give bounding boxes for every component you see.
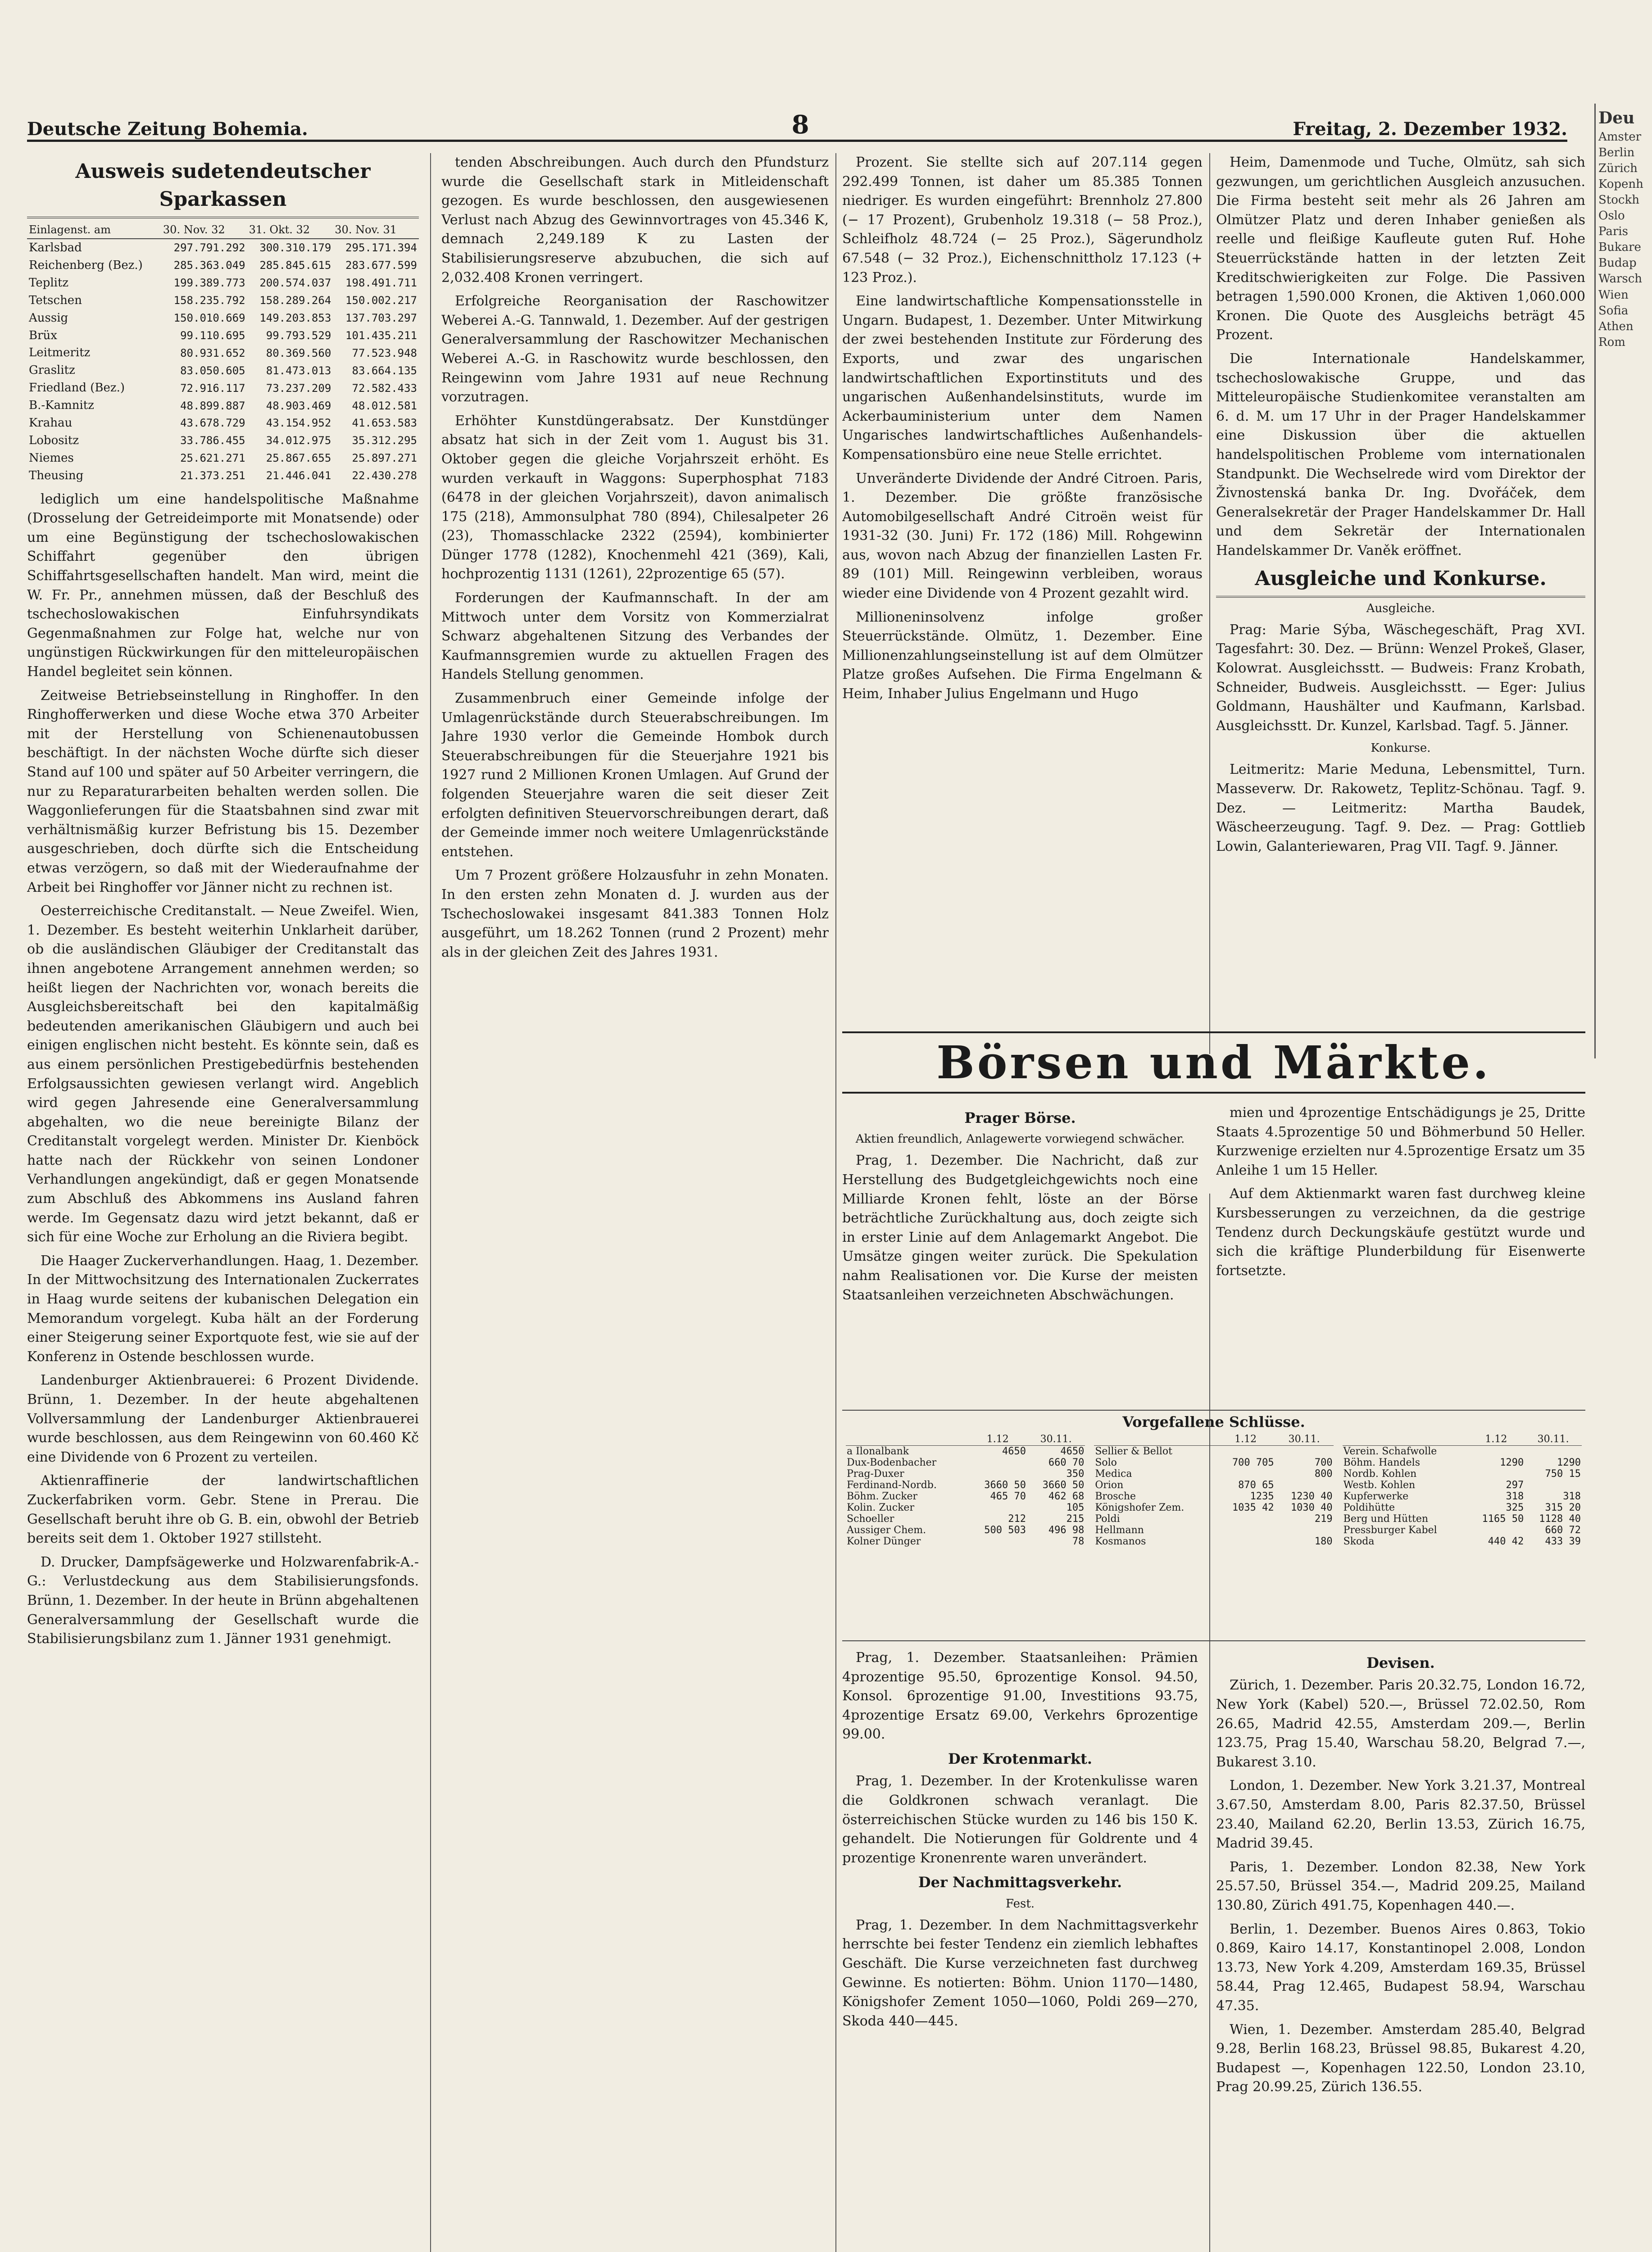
- security-name: Prag-Duxer: [847, 1468, 904, 1480]
- column-4-articles: [1216, 153, 1585, 560]
- savings-bank-name: Graslitz: [29, 363, 75, 377]
- security-name: Aussiger Chem.: [847, 1525, 926, 1536]
- exchange-rate-paragraph: Zürich, 1. Dezember. Paris 20.32.75, London 16.72, New York (Kabel) 520.—, Brüssel 72.02.50, Rom 26.65, Madrid 42.55, Amsterdam 209.—, Berlin 123.75, Prag 15.40, Warschau 58.20, Belgrad 7.—, Bukarest 3.10.: [1216, 1677, 1585, 1770]
- table-row: [27, 432, 419, 449]
- savings-table-header: [27, 221, 419, 239]
- security-name: Dux-Bodenbacher: [847, 1457, 937, 1468]
- table-row: [1343, 1536, 1582, 1547]
- savings-amount: 25.867.655: [266, 452, 331, 465]
- savings-amount: 48.903.469: [266, 399, 331, 412]
- exchange-rate-paragraph: London, 1. Dezember. New York 3.21.37, Montreal 3.67.50, Amsterdam 8.00, Paris 82.37.50, Brüssel 23.40, Mailand 62.20, Berlin 13.53, Zürich 16.75, Madrid 39.45.: [1216, 1778, 1585, 1852]
- security-price: [1216, 1446, 1275, 1457]
- markets-banner: Börsen und Märkte.: [842, 1031, 1585, 1094]
- table-row: [846, 1468, 1085, 1480]
- security-name: Nordb. Kohlen: [1343, 1468, 1417, 1480]
- savings-amount: 295.171.394: [345, 241, 417, 254]
- security-name: Kolner Dünger: [847, 1536, 921, 1547]
- savings-bank-name: Aussig: [29, 311, 68, 325]
- security-price: 500 503: [984, 1525, 1026, 1536]
- article-paragraph: Millioneninsolvenz infolge großer Steuerrückstände. Olmütz, 1. Dezember. Eine Millionenzahlungseinstellung ist auf dem Olmützer Platze großes Aufsehen. Die Firma Engelmann & Heim, Inhaber Julius Engelmann und Hugo: [842, 609, 1203, 702]
- article-paragraph: Um 7 Prozent größere Holzausfuhr in zehn Monaten. In den ersten zehn Monaten d. J. wurden aus der Tschechoslowakei insgesamt 841.383 Tonnen Holz ausgeführt, um 18.262 Tonnen (rund 2 Prozent) mehr als in der gleichen Zeit des Jahres 1931.: [441, 867, 829, 960]
- quotes-header-blank: [846, 1433, 969, 1446]
- security-name: Hellmann: [1095, 1525, 1144, 1536]
- security-price: [1216, 1525, 1275, 1536]
- savings-amount: 150.002.217: [345, 294, 417, 307]
- savings-amount: 283.677.599: [345, 259, 417, 272]
- savings-bank-name: Reichenberg (Bez.): [29, 258, 143, 272]
- security-price: 78: [1072, 1536, 1085, 1547]
- savings-amount: 72.916.117: [180, 381, 245, 395]
- savings-amount: 99.110.695: [180, 329, 245, 342]
- security-price: [1525, 1480, 1582, 1491]
- security-name: Poldi: [1095, 1513, 1120, 1525]
- security-price: 660 72: [1545, 1525, 1581, 1536]
- security-price: 318: [1506, 1491, 1524, 1502]
- article-paragraph: Heim, Damenmode und Tuche, Olmütz, sah sich gezwungen, um gerichtlichen Ausgleich anzusuchen. Die Firma besteht seit mehr als 26 Jahren am Olmützer Platz und deren Inhaber genießen als reelle und fleißige Kaufleute guten Ruf. Hohe Steuerrückstände hatten in der letzten Zeit Kreditschwierigkeiten zur Folge. Die Passiven betragen 1,590.000 Kronen, die Aktiven 1,060.000 Kronen. Die Quote des Ausgleichs beträgt 45 Prozent.: [1216, 154, 1585, 343]
- savings-amount: 48.012.581: [352, 399, 417, 412]
- security-price: 297: [1506, 1480, 1524, 1491]
- article-paragraph: D. Drucker, Dampfsägewerke und Holzwarenfabrik-A.-G.: Verlustdeckung aus dem Stabilisierungsfonds. Brünn, 1. Dezember. In der heute in Brünn abgehaltenen Generalversammlung der Gesellschaft wurde die Stabilisierungsbilanz zum 1. Jänner 1931 genehmigt.: [27, 1554, 419, 1647]
- security-price: 3660 50: [984, 1480, 1026, 1491]
- security-price: 4650: [1060, 1446, 1085, 1457]
- security-name: Poldihütte: [1343, 1502, 1395, 1513]
- prague-exchange-subtitle: Aktien freundlich, Anlagewerte vorwiegend schwächer.: [855, 1132, 1185, 1146]
- security-price: 1035 42: [1232, 1502, 1274, 1513]
- security-price: [1275, 1525, 1334, 1536]
- savings-amount: 48.899.887: [180, 399, 245, 412]
- article-paragraph: mien und 4prozentige Entschädigungs je 25, Dritte Staats 4.5prozentige 50 und Böhmerbund 50 Heller. Kurzwenige erzielten nur 4.5prozentige Ersatz um 35 Anleihe 1 um 15 Heller.: [1216, 1105, 1585, 1178]
- savings-amount: 137.703.297: [345, 312, 417, 325]
- quotes-date-header: 30.11.: [1027, 1433, 1085, 1446]
- prague-exchange-continued: [1216, 1103, 1585, 1401]
- adjacent-page-edge: [1594, 104, 1652, 1058]
- column-rule: [835, 153, 836, 2252]
- security-price: [969, 1468, 1027, 1480]
- article-paragraph: tenden Abschreibungen. Auch durch den Pfundsturz wurde die Gesellschaft stark in Mitleidenschaft gezogen. Es wurde beschlossen, den ausgewiesenen Verlust nach Abzug des Gewinnvortrages von 45.346 K, demnach 2,249.189 K zu Lasten der Stabilisierungsreserve abzubuchen, die sich auf 2,032.408 Kronen verringert.: [441, 154, 829, 286]
- security-price: 700 705: [1232, 1457, 1274, 1468]
- kroten-title: Der Krotenmarkt.: [948, 1750, 1093, 1767]
- state-bonds-text: Prag, 1. Dezember. Staatsanleihen: Prämien 4prozentige 95.50, 6prozentige Konsol. 94.50, Konsol. 6prozentige 91.00, Investitions 93.75, 4prozentige Ersatz 69.00, Verkehrs 6prozentige 99.00.: [842, 1650, 1198, 1743]
- security-price: 1290: [1557, 1457, 1581, 1468]
- quotes-header-blank: [1094, 1433, 1216, 1446]
- table-row: [27, 309, 419, 327]
- savings-bank-name: Teplitz: [29, 276, 69, 290]
- column-1: [27, 153, 419, 2252]
- savings-bank-name: Niemes: [29, 451, 74, 465]
- security-price: 350: [1066, 1468, 1085, 1480]
- quotes-date-header: 30.11.: [1275, 1433, 1334, 1446]
- column-4: [1216, 153, 1585, 1022]
- security-price: 1165 50: [1482, 1513, 1524, 1525]
- security-price: [1467, 1525, 1525, 1536]
- security-price: 496 98: [1048, 1525, 1085, 1536]
- edge-lines: [1596, 129, 1652, 350]
- quotes-date-header: 30.11.: [1525, 1433, 1582, 1446]
- security-name: Brosche: [1095, 1491, 1136, 1502]
- savings-amount: 80.369.560: [266, 346, 331, 359]
- security-price: 105: [1066, 1502, 1085, 1513]
- security-name: Schoeller: [847, 1513, 894, 1525]
- quotes-date-header: 1.12: [1467, 1433, 1525, 1446]
- table-row: [1094, 1525, 1333, 1536]
- security-price: 315 20: [1545, 1502, 1581, 1513]
- quotes-column: [846, 1433, 1085, 1547]
- edge-line: Warsch: [1598, 272, 1643, 286]
- security-name: Böhm. Handels: [1343, 1457, 1420, 1468]
- savings-amount: 99.793.529: [266, 329, 331, 342]
- header-page-number: 8: [791, 110, 809, 140]
- security-name: Solo: [1095, 1457, 1117, 1468]
- security-name: Skoda: [1343, 1536, 1375, 1547]
- edge-line: Berlin: [1598, 145, 1635, 159]
- composition-text: Prag: Marie Sýba, Wäschegeschäft, Prag XVI. Tagesfahrt: 30. Dez. — Brünn: Wenzel Prokeš, Glaser, Kolowrat. Ausgleichsstt. — Budweis: Franz Krobath, Schneider, Budweis. Ausgleichsstt. — Eger: Julius Goldmann, Haushälter und Kaufmann, Karlsbad. Ausgleichsstt. Dr. Kunzel, Karlsbad. Tagf. 5. Jänner.: [1216, 622, 1585, 734]
- savings-bank-name: Karlsbad: [29, 241, 82, 255]
- security-price: 318: [1563, 1491, 1581, 1502]
- savings-bank-name: Theusing: [29, 468, 84, 482]
- insolvency-title: Ausgleiche und Konkurse.: [1216, 565, 1585, 597]
- savings-amount: 80.931.652: [180, 346, 245, 359]
- table-row: [846, 1525, 1085, 1536]
- column-rule: [1209, 153, 1210, 1054]
- table-row: [27, 397, 419, 414]
- column-1-articles: [27, 490, 419, 1649]
- table-row: [1343, 1468, 1582, 1480]
- security-name: Berg und Hütten: [1343, 1513, 1429, 1525]
- quotes-header-blank: [1343, 1433, 1468, 1446]
- security-name: Kupferwerke: [1343, 1491, 1409, 1502]
- edge-line: Zürich: [1598, 161, 1638, 175]
- foreign-exchange-text: [1216, 1676, 1585, 2097]
- security-name: Orion: [1095, 1480, 1124, 1491]
- afternoon-trading-text: Prag, 1. Dezember. In dem Nachmittagsverkehr herrschte bei fester Tendenz ein ziemlich lebhaftes Geschäft. Die Kurse verzeichneten fast durchweg Gewinne. Es notierten: Böhm. Union 1170—1480, Königshofer Zement 1050—1060, Poldi 269—270, Skoda 440—445.: [842, 1917, 1198, 2029]
- savings-amount: 43.154.952: [266, 417, 331, 430]
- article-paragraph: lediglich um eine handelspolitische Maßnahme (Drosselung der Getreideimporte mit Monatsende) oder um eine Begünstigung der tschechoslowakischen Schiffahrt gegenüber den übrigen Schiffahrtsgesellschaften handelt. Man wird, meint die W. Fr. Pr., annehmen müssen, daß der Beschluß des tschechoslowakischen Einfuhrsyndikats Gegenmaßnahmen zur Folge hat, welche nur von ungünstigen Rückwirkungen für den mitteleuropäischen Handel begleitet sein können.: [27, 491, 419, 680]
- article-paragraph: Zeitweise Betriebseinstellung in Ringhoffer. In den Ringhofferwerken und diese Woche etwa 370 Arbeiter mit der Herstellung von Schienenautobussen beschäftigt. In der nächsten Woche dürfte sich dieser Stand auf 100 und später auf 50 Arbeiter verringern, die nur zu Reparaturarbeiten behalten werden sollen. Die Waggonlieferungen für die Staatsbahnen sind zwar mit verhältnismäßig kurzer Befristung bis 15. Dezember ausgeschrieben, doch dürfte sich die Entscheidung etwas verzögern, so daß mit der Wiederaufnahme der Arbeit bei Ringhoffer vor Jänner nicht zu rechnen ist.: [27, 687, 419, 895]
- savings-amount: 199.389.773: [173, 277, 245, 290]
- savings-bank-name: Krahau: [29, 416, 73, 430]
- article-paragraph: Prozent. Sie stellte sich auf 207.114 gegen 292.499 Tonnen, ist daher um 85.385 Tonnen niedriger. Es wurden eingeführt: Brennholz 27.800 (− 17 Prozent), Grubenholz 19.318 (− 58 Proz.), Schleifholz 48.724 (− 25 Proz.), Sägerundholz 67.548 (− 32 Proz.), Eichenschnittholz 17.123 (+ 123 Proz.).: [842, 154, 1203, 286]
- savings-amount: 158.289.264: [259, 294, 331, 307]
- table-row: [27, 449, 419, 467]
- closing-quotes-title: Vorgefallene Schlüsse.: [1122, 1413, 1305, 1430]
- security-price: [1216, 1468, 1275, 1480]
- security-name: a Ilonalbank: [847, 1446, 909, 1457]
- article-paragraph: Erfolgreiche Reorganisation der Raschowitzer Weberei A.-G. Tannwald, 1. Dezember. Auf der gestrigen Generalversammlung der Raschowitzer Mechanischen Weberei A.-G. in Raschowitz wurde beschlossen, den Reingewinn vom Jahre 1931 auf neue Rechnung vorzutragen.: [441, 293, 829, 405]
- table-row: [27, 257, 419, 274]
- foreign-exchange-title: Devisen.: [1366, 1654, 1435, 1671]
- header-paper-name: Deutsche Zeitung Bohemia.: [27, 118, 308, 140]
- table-row: [1343, 1513, 1582, 1525]
- column-2: [441, 153, 829, 2252]
- article-paragraph: Die Haager Zuckerverhandlungen. Haag, 1. Dezember. In der Mittwochsitzung des Internationalen Zuckerrates in Haag wurde seitens der kubanischen Delegation ein Memorandum vorgelegt. Kuba hält an der Forderung einer Steigerung seiner Exportquote fest, wie sie auf der Konferenz in Ostende beschlossen wurde.: [27, 1253, 419, 1365]
- edge-line: Paris: [1598, 225, 1628, 239]
- page-header: [27, 108, 1567, 142]
- table-row: [1343, 1491, 1582, 1502]
- table-row: [27, 239, 419, 257]
- savings-table: [27, 221, 419, 485]
- header-date: Freitag, 2. Dezember 1932.: [1293, 118, 1567, 140]
- savings-amount: 200.574.037: [259, 277, 331, 290]
- column-3: [842, 153, 1203, 1022]
- savings-bank-name: Leitmeritz: [29, 346, 91, 360]
- savings-amount: 22.430.278: [352, 469, 417, 482]
- kroten-text: Prag, 1. Dezember. In der Krotenkulisse waren die Goldkronen schwach veranlagt. Die österreichischen Stücke wurden zu 146 bis 150 K. gehandelt. Die Notierungen für Goldrente und 4 prozentige Kronenrente waren unverändert.: [842, 1773, 1198, 1866]
- afternoon-trading-title: Der Nachmittagsverkehr.: [918, 1874, 1122, 1891]
- savings-amount: 83.050.605: [180, 364, 245, 377]
- security-name: Böhm. Zucker: [847, 1491, 918, 1502]
- security-price: 3660 50: [1042, 1480, 1085, 1491]
- savings-column-header: Einlagenst. am: [27, 221, 161, 239]
- savings-amount: 83.664.135: [352, 364, 417, 377]
- security-price: 465 70: [990, 1491, 1026, 1502]
- closing-quotes-grid: [842, 1433, 1585, 1547]
- security-price: [1525, 1446, 1582, 1457]
- article-paragraph: Erhöhter Kunstdüngerabsatz. Der Kunstdünger absatz hat sich in der Zeit vom 1. August bis 31. Oktober gegen die gleiche Vorjahrszeit erhöht. Es wurden verkauft in Waggons: Superphosphat 7183 (6478 in der gleichen Vorjahrszeit), davon animalisch 175 (218), Ammonsulphat 780 (894), Chilesalpeter 26 (23), Thomasschlacke 2322 (2594), kombinierter Dünger 1778 (1282), Knochenmehl 421 (369), Kali, hochprozentig 1131 (1261), 22prozentige 65 (57).: [441, 413, 829, 582]
- security-name: Ferdinand-Nordb.: [847, 1480, 937, 1491]
- security-price: [1467, 1446, 1525, 1457]
- security-name: Medica: [1095, 1468, 1132, 1480]
- security-price: 215: [1066, 1513, 1085, 1525]
- table-row: [846, 1536, 1085, 1547]
- table-row: [1343, 1446, 1582, 1457]
- article-paragraph: Oesterreichische Creditanstalt. — Neue Zweifel. Wien, 1. Dezember. Es besteht weiterhin Unklarheit darüber, ob die ausländischen Gläubiger der Creditanstalt das ihnen angebotene Arrangement annehmen werden; so heißt liegen der Nachrichten vor, wonach bereits die Ausgleichsbereitschaft bei den kapitalmäßig bedeutenden amerikanischen Gläubigern und auch bei einigen englischen nicht besteht. Es könnte sein, daß es aus einem persönlichen Prestigebedürfnis bestehenden Erfolgsaussichten gewiesen verlangt wird. Angeblich wird gegen Jahresende eine Generalversammlung abgehalten, wo die neue bereinigte Bilanz der Creditanstalt vorgelegt werden. Minister Dr. Kienböck hatte nach der Rückkehr von seinen Londoner Verhandlungen angekündigt, daß er gegen Monatsende zum Abschluß des Abkommens ins Ausland fahren werde. Im Gegensatz dazu wird jetzt bekannt, daß er sich für eine Woche zur Erholung an die Riviera begibt.: [27, 903, 419, 1245]
- security-price: 870 65: [1238, 1480, 1274, 1491]
- security-price: 1230 40: [1290, 1491, 1333, 1502]
- savings-amount: 285.363.049: [173, 259, 245, 272]
- security-price: [1216, 1513, 1275, 1525]
- prague-exchange-title: Prager Börse.: [964, 1109, 1076, 1126]
- prague-exchange-section: [842, 1103, 1198, 1401]
- article-paragraph: Zusammenbruch einer Gemeinde infolge der Umlagenrückstände durch Steuerabschreibungen. Im Jahre 1930 verlor die Gemeinde Hombok durch Steuerabschreibungen für die Steuerjahre 1921 bis 1927 rund 2 Millionen Kronen Umlagen. Auf Grund der folgenden Steuerjahre waren die seit dieser Zeit erfolgten definitiven Steuervorschreibungen derart, daß der Gemeinde immer noch weitere Umlagenrückstände entstehen.: [441, 690, 829, 860]
- security-name: Verein. Schafwolle: [1343, 1446, 1437, 1457]
- savings-amount: 77.523.948: [352, 346, 417, 359]
- quotes-date-header: 1.12: [969, 1433, 1027, 1446]
- table-row: [27, 344, 419, 362]
- security-price: 800: [1314, 1468, 1333, 1480]
- savings-amount: 21.446.041: [266, 469, 331, 482]
- security-name: Pressburger Kabel: [1343, 1525, 1437, 1536]
- security-price: 440 42: [1488, 1536, 1524, 1547]
- composition-subtitle: Ausgleiche.: [1366, 601, 1435, 615]
- security-price: 1235: [1250, 1491, 1274, 1502]
- column-2-articles: [441, 153, 829, 962]
- bankruptcy-text: Leitmeritz: Marie Meduna, Lebensmittel, Turn. Masseverw. Dr. Rakowetz, Teplitz-Schönau. Tagf. 9. Dez. — Leitmeritz: Martha Baudek, Wäscheerzeugung. Tagf. 9. Dez. — Prag: Gottlieb Lowin, Galanteriewaren, Prag VII. Tagf. 9. Jänner.: [1216, 762, 1585, 854]
- edge-line: Bukare: [1598, 241, 1641, 254]
- savings-amount: 198.491.711: [345, 277, 417, 290]
- article-paragraph: Forderungen der Kaufmannschaft. In der am Mittwoch unter dem Vorsitz von Kommerzialrat Schwarz abgehaltenen Sitzung des Verbandes der Kaufmannsgremien wurde zu aktuellen Fragen des Handels Stellung genommen.: [441, 590, 829, 683]
- security-price: [969, 1502, 1027, 1513]
- security-price: 1030 40: [1290, 1502, 1333, 1513]
- lower-left-section: [842, 1648, 1198, 2252]
- table-row: [1094, 1457, 1333, 1468]
- article-paragraph: Unveränderte Dividende der André Citroen. Paris, 1. Dezember. Die größte französische Automobilgesellschaft André Citroën weist für 1931-32 (30. Juni) Fr. 172 (186) Mill. Rohgewinn aus, wovon nach Abzug der finanziellen Lasten Fr. 89 (101) Mill. Reingewinn verbleiben, woraus wieder eine Dividende von 4 Prozent gezahlt wird.: [842, 470, 1203, 602]
- table-row: [1094, 1446, 1333, 1457]
- savings-bank-name: B.-Kamnitz: [29, 399, 94, 413]
- savings-table-title: Ausweis sudetendeutscher Sparkassen: [27, 158, 419, 218]
- savings-amount: 158.235.792: [173, 294, 245, 307]
- article-paragraph: Aktienraffinerie der landwirtschaftlichen Zuckerfabriken vorm. Gebr. Stene in Prerau. Die Gesellschaft beruht ihre ob G. B. ein, obwohl der Betrieb bereits seit dem 1. Oktober 1927 stillsteht.: [27, 1473, 419, 1547]
- savings-amount: 285.845.615: [259, 259, 331, 272]
- quotes-column: [1094, 1433, 1333, 1547]
- edge-line: Sofia: [1598, 304, 1629, 318]
- table-row: [1343, 1525, 1582, 1536]
- edge-line: Wien: [1598, 288, 1629, 302]
- table-row: [1343, 1502, 1582, 1513]
- savings-amount: 297.791.292: [173, 241, 245, 254]
- prague-exchange-text-right: [1216, 1103, 1585, 1280]
- exchange-rate-paragraph: Berlin, 1. Dezember. Buenos Aires 0.863, Tokio 0.869, Kairo 14.17, Konstantinopel 2.008, London 13.73, New York 4.209, Amsterdam 169.35, Brüssel 58.44, Prag 12.465, Budapest 58.94, Warschau 47.35.: [1216, 1921, 1585, 2014]
- exchange-rate-paragraph: Paris, 1. Dezember. London 82.38, New York 25.57.50, Brüssel 354.—, Madrid 209.25, Mailand 130.80, Zürich 491.75, Kopenhagen 440.—.: [1216, 1859, 1585, 1913]
- table-row: [1343, 1457, 1582, 1468]
- table-row: [1094, 1468, 1333, 1480]
- table-row: [27, 274, 419, 292]
- security-price: 4650: [1002, 1446, 1026, 1457]
- security-name: Sellier & Bellot: [1095, 1446, 1172, 1457]
- security-price: 1128 40: [1539, 1513, 1581, 1525]
- edge-line: Rom: [1598, 335, 1625, 349]
- security-price: [969, 1536, 1027, 1547]
- savings-amount: 25.621.271: [180, 452, 245, 465]
- table-row: [1094, 1480, 1333, 1491]
- quotes-date-header: 1.12: [1216, 1433, 1275, 1446]
- savings-bank-name: Lobositz: [29, 433, 79, 447]
- column-rule: [1209, 1194, 1210, 2252]
- article-paragraph: Landenburger Aktienbrauerei: 6 Prozent Dividende. Brünn, 1. Dezember. In der heute abgehaltenen Vollversammlung der Landenburger Aktienbrauerei wurde beschlossen, aus dem Reingewinn von 60.460 Kč eine Dividende von 6 Prozent zu verteilen.: [27, 1372, 419, 1465]
- edge-line: Kopenh: [1598, 177, 1643, 191]
- security-name: Königshofer Zem.: [1095, 1502, 1185, 1513]
- bankruptcy-subtitle: Konkurse.: [1371, 741, 1431, 755]
- savings-amount: 41.653.583: [352, 417, 417, 430]
- savings-amount: 149.203.853: [259, 312, 331, 325]
- savings-amount: 33.786.455: [180, 434, 245, 447]
- column-rule: [430, 153, 431, 2252]
- savings-column-header: 30. Nov. 31: [333, 221, 419, 239]
- closing-quotes: [842, 1410, 1585, 1641]
- table-row: [27, 362, 419, 379]
- security-price: [1467, 1468, 1525, 1480]
- savings-column-header: 30. Nov. 32: [161, 221, 247, 239]
- savings-amount: 81.473.013: [266, 364, 331, 377]
- savings-amount: 21.373.251: [180, 469, 245, 482]
- article-paragraph: Die Internationale Handelskammer, tschechoslowakische Gruppe, und das Mitteleuropäische Studienkomitee veranstalten am 6. d. M. um 17 Uhr in der Prager Handelskammer eine Diskussion über die aktuellen handelspolitischen Probleme vom internationalen Standpunkt. Die Wechselrede wird vom Direktor der Živnostenská banka Dr. Ing. Dvořáček, dem Generalsekretär der Prager Handelskammer Dr. Hall und dem Sekretär der Internationalen Handelskammer Dr. Vaněk eröffnet.: [1216, 350, 1585, 558]
- column-3-articles: [842, 153, 1203, 704]
- foreign-exchange-section: [1216, 1648, 1585, 2252]
- security-name: Westb. Kohlen: [1343, 1480, 1416, 1491]
- exchange-rate-paragraph: Wien, 1. Dezember. Amsterdam 285.40, Belgrad 9.28, Berlin 168.23, Brüssel 98.85, Bukarest 4.20, Budapest —, Kopenhagen 122.50, London 23.10, Prag 20.99.25, Zürich 136.55.: [1216, 2021, 1585, 2095]
- security-price: 660 70: [1048, 1457, 1085, 1468]
- edge-heading: Deu: [1598, 109, 1635, 127]
- edge-line: Oslo: [1598, 209, 1625, 223]
- savings-bank-name: Friedland (Bez.): [29, 381, 125, 395]
- security-price: 325: [1506, 1502, 1524, 1513]
- prague-exchange-text: [842, 1151, 1198, 1305]
- table-row: [27, 467, 419, 485]
- security-price: [1275, 1480, 1334, 1491]
- savings-amount: 25.897.271: [352, 452, 417, 465]
- edge-line: Stockh: [1598, 193, 1639, 207]
- security-price: [1216, 1536, 1275, 1547]
- table-row: [846, 1502, 1085, 1513]
- table-row: [27, 327, 419, 345]
- table-row: [1343, 1480, 1582, 1491]
- security-price: 1290: [1500, 1457, 1524, 1468]
- table-row: [27, 379, 419, 397]
- security-name: Kosmanos: [1095, 1536, 1146, 1547]
- savings-column-header: 31. Okt. 32: [247, 221, 333, 239]
- table-row: [1094, 1502, 1333, 1513]
- savings-amount: 150.010.669: [173, 312, 245, 325]
- savings-amount: 101.435.211: [345, 329, 417, 342]
- savings-amount: 72.582.433: [352, 381, 417, 395]
- edge-line: Budap: [1598, 256, 1637, 270]
- table-row: [1094, 1536, 1333, 1547]
- table-row: [846, 1457, 1085, 1468]
- table-row: [1094, 1491, 1333, 1502]
- article-paragraph: Eine landwirtschaftliche Kompensationsstelle in Ungarn. Budapest, 1. Dezember. Unter Mitwirkung der zwei bestehenden Institute zur Förderung des Exports, und zwar des ungarischen landwirtschaftlichen Exportinstituts und des ungarischen Außenhandelsinstituts, wurde im Ackerbauministerium unter dem Namen Ungarisches landwirtschaftliches Außenhandels-Kompensationsbüro eine neue Stelle errichtet.: [842, 293, 1203, 463]
- security-price: [969, 1457, 1027, 1468]
- table-row: [846, 1491, 1085, 1502]
- savings-amount: 300.310.179: [259, 241, 331, 254]
- quotes-column: [1343, 1433, 1582, 1547]
- savings-amount: 73.237.209: [266, 381, 331, 395]
- savings-amount: 43.678.729: [180, 417, 245, 430]
- security-price: 212: [1008, 1513, 1026, 1525]
- security-price: 462 68: [1048, 1491, 1085, 1502]
- table-row: [846, 1446, 1085, 1457]
- security-price: 180: [1314, 1536, 1333, 1547]
- security-name: Kolin. Zucker: [847, 1502, 914, 1513]
- savings-amount: 35.312.295: [352, 434, 417, 447]
- article-paragraph: Auf dem Aktienmarkt waren fast durchweg kleine Kursbesserungen zu verzeichnen, da die gestrige Tendenz durch Deckungskäufe gestützt wurde und sich die kräftige Plunderbildung für Eisenwerte fortsetzte.: [1216, 1186, 1585, 1279]
- savings-bank-name: Brüx: [29, 328, 57, 342]
- savings-bank-name: Tetschen: [29, 293, 82, 307]
- edge-line: Amster: [1598, 130, 1642, 144]
- table-row: [27, 414, 419, 432]
- security-price: [1275, 1446, 1334, 1457]
- savings-amount: 34.012.975: [266, 434, 331, 447]
- security-price: 700: [1314, 1457, 1333, 1468]
- edge-line: Athen: [1598, 319, 1634, 333]
- security-price: 219: [1314, 1513, 1333, 1525]
- article-paragraph: Prag, 1. Dezember. Die Nachricht, daß zur Herstellung des Budgetgleichgewichts noch eine Milliarde Kronen fehlt, löste an der Börse beträchtliche Zurückhaltung aus, doch zeigte sich in erster Linie auf dem Anlagemarkt Angebot. Die Umsätze gingen weiter zurück. Die Spekulation nahm Realisationen vor. Die Kurse der meisten Staatsanleihen verzeichneten Abschwächungen.: [842, 1153, 1198, 1303]
- table-row: [27, 292, 419, 309]
- security-price: 433 39: [1545, 1536, 1581, 1547]
- afternoon-trading-subtitle: Fest.: [1005, 1897, 1035, 1911]
- table-row: [846, 1513, 1085, 1525]
- table-row: [846, 1480, 1085, 1491]
- security-price: 750 15: [1545, 1468, 1581, 1480]
- savings-table-body: [27, 239, 419, 485]
- table-row: [1094, 1513, 1333, 1525]
